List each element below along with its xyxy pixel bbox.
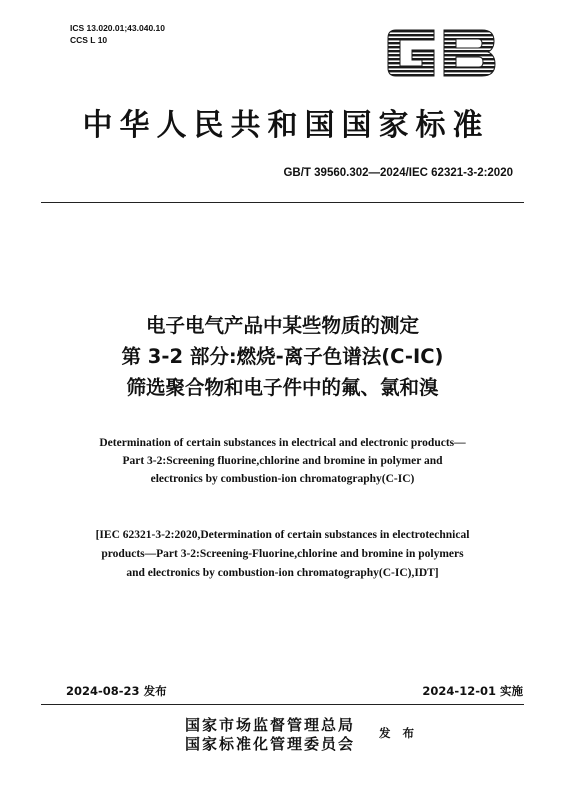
english-title-line: Determination of certain substances in electrical and electronic products— <box>99 437 466 449</box>
iec-title-line: products—Part 3-2:Screening-Fluorine,chlorine and bromine in polymers <box>101 548 464 560</box>
gb-logo <box>382 22 500 84</box>
publisher-name: 国家标准化管理委员会 <box>185 735 356 753</box>
publisher-name: 国家市场监督管理总局 <box>185 716 356 734</box>
chinese-title-line: 筛选聚合物和电子件中的氟、氯和溴 <box>126 376 439 399</box>
issue-date: 2024-08-23 发布 <box>66 684 167 698</box>
english-title-line: Part 3-2:Screening fluorine,chlorine and bromine in polymer and <box>122 455 443 467</box>
top-divider <box>41 202 524 203</box>
iec-equivalent-title <box>40 526 525 583</box>
ccs-code: CCS L 10 <box>70 35 108 45</box>
publisher-block <box>185 716 355 754</box>
chinese-title-line: 第 3-2 部分:燃烧-离子色谱法(C-IC) <box>121 345 444 368</box>
publish-label: 发 布 <box>379 726 419 740</box>
iec-title-line: and electronics by combustion-ion chromatography(C-IC),IDT] <box>126 567 439 579</box>
standard-type-title: 中华人民共和国国家标准 <box>82 108 490 143</box>
classification-codes <box>70 22 165 46</box>
ics-code: ICS 13.020.01;43.040.10 <box>70 23 165 33</box>
chinese-title <box>0 310 565 403</box>
iec-title-line: [IEC 62321-3-2:2020,Determination of certain substances in electrotechnical <box>95 529 470 541</box>
standard-number: GB/T 39560.302—2024/IEC 62321-3-2:2020 <box>283 167 513 179</box>
bottom-divider <box>41 704 524 705</box>
chinese-title-line: 电子电气产品中某些物质的测定 <box>145 314 419 337</box>
implementation-date: 2024-12-01 实施 <box>422 684 523 698</box>
english-title <box>40 434 525 488</box>
english-title-line: electronics by combustion-ion chromatography(C-IC) <box>150 473 415 485</box>
